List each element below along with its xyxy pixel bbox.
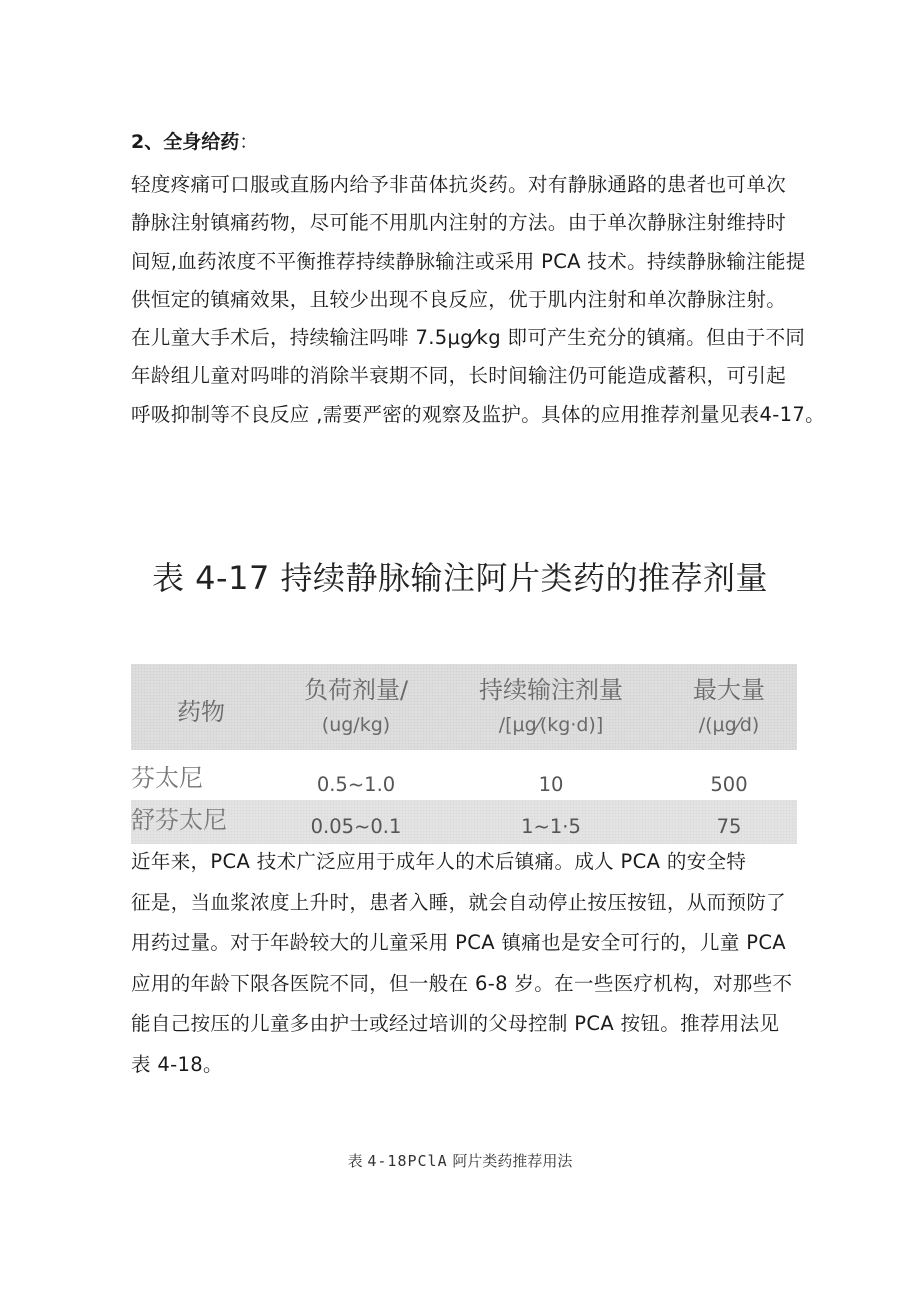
paragraph-line: 表 4-18。 — [131, 1052, 223, 1076]
paragraph-systemic-medication — [131, 166, 825, 434]
table-header-row — [131, 664, 797, 750]
paragraph-line: 在儿童大手术后，持续输注吗啡 7.5μg⁄kg 即可产生充分的镇痛。但由于不同 — [131, 326, 806, 350]
header-max-dose-label: 最大量 — [693, 676, 765, 704]
table-row — [131, 800, 797, 844]
paragraph-line: 呼吸抑制等不良反应 ,需要严密的观察及监护。具体的应用推荐剂量见表4-17。 — [131, 402, 825, 426]
caption-code: 4-18PClA — [367, 1152, 448, 1170]
paragraph-line: 能自己按压的儿童多由护士或经过培训的父母控制 PCA 按钮。推荐用法见 — [131, 1012, 780, 1035]
header-max-dose — [661, 674, 797, 738]
paragraph-line: 年龄组儿童对吗啡的消除半衰期不同，长时间输注仍可能造成蓄积，可引起 — [131, 364, 787, 388]
paragraph-line: 应用的年龄下限各医院不同，但一般在 6-8 岁。在一些医疗机构，对那些不 — [131, 971, 793, 995]
section-heading-text: 2、全身给药 — [131, 131, 240, 153]
row-loading-dose: 0.5~1.0 — [316, 773, 396, 796]
paragraph-line: 静脉注射镇痛药物，尽可能不用肌内注射的方法。由于单次静脉注射维持时 — [131, 211, 787, 235]
caption-suffix: 阿片类药推荐用法 — [447, 1152, 573, 1170]
row-drug-name: 舒芬太尼 — [131, 806, 227, 834]
paragraph-line: 近年来，PCA 技术广泛应用于成年人的术后镇痛。成人 PCA 的安全特 — [131, 850, 747, 873]
row-loading-dose: 0.05~0.1 — [310, 815, 402, 838]
paragraph-line: 供恒定的镇痛效果，且较少出现不良反应，优于肌内注射和单次静脉注射。 — [131, 287, 787, 311]
paragraph-line: 间短,血药浓度不平衡推荐持续静脉输注或采用 PCA 技术。持续静脉输注能提 — [131, 249, 806, 273]
header-continuous-dose-label: 持续输注剂量 — [479, 676, 623, 704]
row-max-dose: 75 — [716, 815, 742, 838]
header-continuous-dose-unit: /[μg⁄(kg·d)] — [498, 714, 604, 736]
caption-prefix: 表 — [347, 1152, 368, 1170]
row-continuous-dose: 1~1·5 — [521, 815, 581, 838]
header-continuous-dose — [441, 674, 661, 738]
header-loading-dose-unit: (ug/kg) — [321, 714, 391, 736]
row-continuous-dose: 10 — [538, 773, 564, 796]
paragraph-line: 用药过量。对于年龄较大的儿童采用 PCA 镇痛也是安全可行的，儿童 PCA — [131, 931, 786, 954]
table-caption-4-18 — [0, 1150, 920, 1172]
header-loading-dose — [271, 674, 441, 738]
paragraph-line: 轻度疼痛可口服或直肠内给予非苗体抗炎药。对有静脉通路的患者也可单次 — [131, 173, 787, 196]
row-max-dose: 500 — [710, 773, 748, 796]
header-drug: 药物 — [177, 698, 225, 726]
paragraph-line: 征是，当血浆浓度上升时，患者入睡，就会自动停止按压按钮，从而预防了 — [131, 890, 787, 914]
table-row — [131, 758, 797, 802]
table-title: 表 4-17 持续静脉输注阿片类药的推荐剂量 — [152, 559, 768, 597]
header-max-dose-unit: /(μg⁄d) — [698, 714, 760, 736]
paragraph-pca — [131, 842, 801, 1085]
section-heading — [131, 128, 258, 156]
section-heading-colon: ： — [239, 131, 259, 153]
header-loading-dose-label: 负荷剂量/ — [303, 676, 409, 704]
row-drug-name: 芬太尼 — [131, 764, 203, 792]
